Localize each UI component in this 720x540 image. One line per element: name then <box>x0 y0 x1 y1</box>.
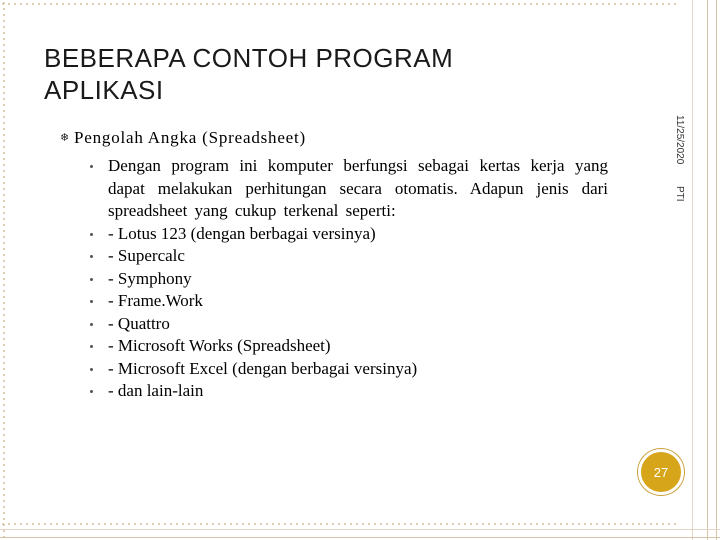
list-item: - dan lain-lain <box>88 380 608 403</box>
frame-bottom-inner-line <box>0 529 720 530</box>
side-date-label: 11/25/2020 <box>674 115 685 165</box>
list-item: - Quattro <box>88 313 608 336</box>
slide-title <box>44 42 453 106</box>
bullet-list <box>88 155 608 403</box>
frame-bottom-line <box>0 537 720 538</box>
main-bullet <box>60 126 306 150</box>
slide-title-line-2: APLIKASI <box>44 75 164 105</box>
list-item: - Supercalc <box>88 245 608 268</box>
list-item: - Microsoft Works (Spreadsheet) <box>88 335 608 358</box>
frame-left-dots <box>2 0 6 540</box>
list-item: - Microsoft Excel (dengan berbagai versinya) <box>88 358 608 381</box>
frame-right-mid-line <box>692 0 693 540</box>
side-course-label: PTI <box>674 186 685 202</box>
frame-top-dots <box>0 2 680 6</box>
gear-bullet-icon: ❄ <box>60 132 70 144</box>
slide-title-line-1: BEBERAPA CONTOH PROGRAM <box>44 43 454 73</box>
section-heading: Pengolah Angka (Spreadsheet) <box>74 128 307 147</box>
frame-right-inner-line <box>707 0 708 540</box>
list-item: - Lotus 123 (dengan berbagai versinya) <box>88 223 608 246</box>
list-item: - Symphony <box>88 268 608 291</box>
list-item: Dengan program ini komputer berfungsi sebagai kertas kerja yang dapat melakukan perhitungan secara otomatis. Adapun jenis dari spreadsheet yang cukup terkenal seperti: <box>88 155 608 223</box>
page-number-badge: 27 <box>638 449 684 495</box>
frame-right-outer-line <box>716 0 717 540</box>
frame-bottom-dots <box>0 522 680 526</box>
list-item: - Frame.Work <box>88 290 608 313</box>
